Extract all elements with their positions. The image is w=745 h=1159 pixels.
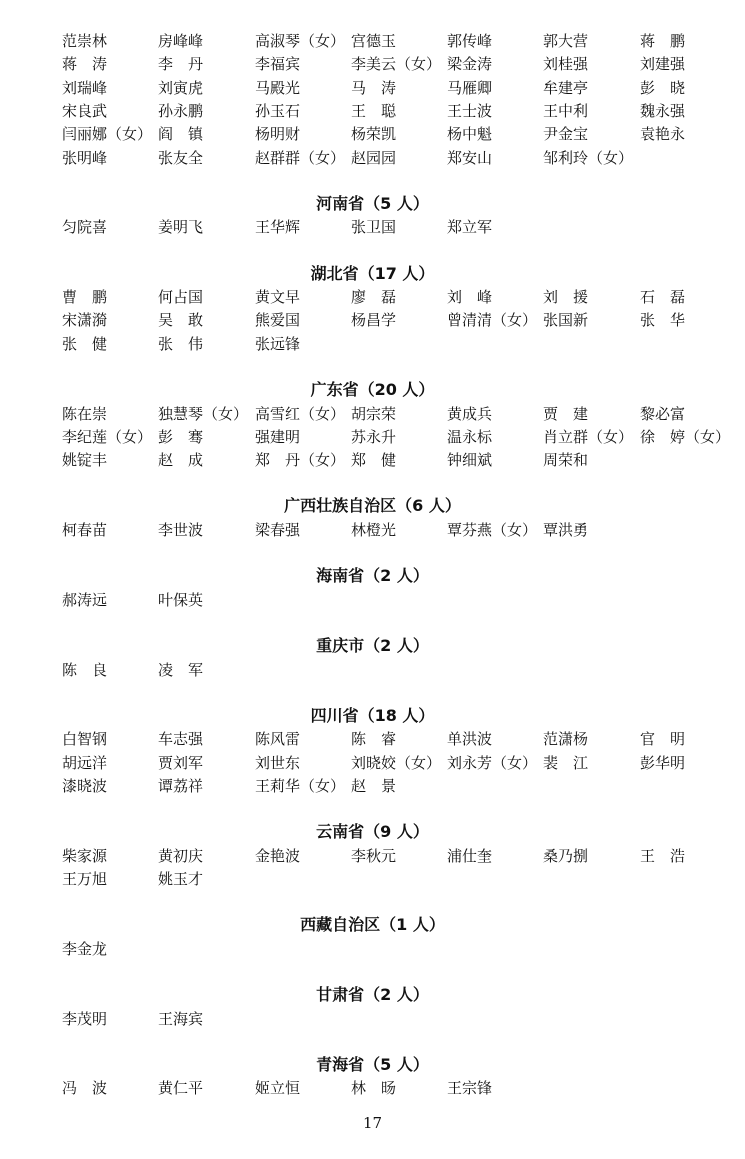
person-name: 王宗锋	[447, 1079, 493, 1098]
person-name: 袁艳永	[640, 125, 686, 144]
person-name: 刘建强	[640, 55, 686, 74]
person-name: 黄文早	[255, 288, 301, 307]
person-name: 彭 晓	[640, 78, 686, 97]
person-name: 张明峰	[62, 148, 108, 167]
page-number: 17	[362, 1114, 383, 1132]
person-name: 张远锋	[255, 334, 301, 353]
person-name: 刘寅虎	[158, 78, 204, 97]
person-name: 李秋元	[351, 846, 397, 865]
person-name: 梁金涛	[447, 55, 493, 74]
person-name: 牟建亭	[543, 78, 589, 97]
section-heading: 广西壮族自治区（6 人）	[284, 496, 461, 516]
name-row	[0, 100, 745, 122]
section-heading: 青海省（5 人）	[316, 1054, 429, 1074]
person-name: 周荣和	[543, 451, 589, 470]
person-name: 高淑琴（女）	[255, 32, 346, 50]
name-row	[0, 30, 745, 52]
person-name: 独慧琴（女）	[158, 404, 249, 423]
person-name: 赵 成	[158, 451, 204, 470]
person-name: 蒋 鹏	[640, 32, 686, 50]
section-heading: 甘肃省（2 人）	[316, 985, 429, 1005]
person-name: 郑 丹（女）	[255, 451, 346, 470]
person-name: 匀院喜	[62, 218, 108, 237]
person-name: 裴 江	[543, 753, 589, 772]
person-name: 李纪莲（女）	[62, 427, 153, 446]
person-name: 马 涛	[351, 78, 397, 97]
name-row	[0, 449, 745, 471]
person-name: 贾刘军	[158, 753, 204, 772]
person-name: 范崇林	[62, 32, 108, 50]
name-row	[0, 333, 745, 355]
person-name: 王 聪	[351, 101, 397, 120]
person-name: 郭大营	[543, 32, 589, 50]
person-name: 郑立军	[447, 218, 493, 237]
person-name: 钟细斌	[447, 451, 493, 470]
person-name: 刘桂强	[543, 55, 589, 74]
person-name: 黄初庆	[158, 846, 204, 865]
person-name: 蒋 涛	[62, 55, 108, 74]
person-name: 王海宾	[158, 1009, 204, 1028]
person-name: 桑乃捌	[543, 846, 589, 865]
person-name: 张 健	[62, 334, 108, 353]
person-name: 宫德玉	[351, 32, 397, 50]
person-name: 郑 健	[351, 451, 397, 470]
name-row	[0, 1008, 745, 1030]
person-name: 刘永芳（女）	[447, 753, 538, 772]
person-name: 刘瑞峰	[62, 78, 108, 97]
name-row	[0, 216, 745, 238]
name-row	[0, 403, 745, 425]
person-name: 刘 峰	[447, 288, 493, 307]
person-name: 李美云（女）	[351, 55, 442, 74]
section-heading: 四川省（18 人）	[310, 705, 435, 725]
person-name: 杨中魁	[447, 125, 493, 144]
person-name: 姚玉才	[158, 870, 204, 888]
person-name: 马殿光	[255, 78, 301, 97]
section-heading: 西藏自治区（1 人）	[300, 915, 445, 935]
person-name: 陈在崇	[62, 404, 108, 423]
person-name: 王士波	[447, 101, 493, 120]
section-heading: 云南省（9 人）	[316, 822, 429, 842]
person-name: 赵群群（女）	[255, 148, 346, 167]
person-name: 刘世东	[255, 753, 301, 772]
person-name: 高雪红（女）	[255, 404, 346, 423]
name-row	[0, 938, 745, 960]
person-name: 陈 睿	[351, 730, 397, 749]
person-name: 孙永鹏	[158, 101, 204, 120]
person-name: 王万旭	[62, 870, 108, 888]
person-name: 杨荣凯	[351, 125, 397, 144]
person-name: 郭传峰	[447, 32, 493, 50]
section-heading: 河南省（5 人）	[316, 193, 429, 213]
person-name: 陈 良	[62, 660, 108, 679]
person-name: 白智钢	[62, 730, 108, 749]
person-name: 杨明财	[255, 125, 301, 144]
person-name: 王中利	[543, 101, 589, 120]
person-name: 单洪波	[447, 730, 493, 749]
person-name: 阎 镇	[158, 125, 204, 144]
person-name: 范潇杨	[543, 730, 589, 749]
person-name: 王华辉	[255, 218, 301, 237]
person-name: 贾 建	[543, 404, 589, 423]
person-name: 谭荔祥	[158, 776, 204, 795]
person-name: 叶保英	[158, 590, 204, 609]
person-name: 肖立群（女）	[543, 427, 634, 446]
name-row	[0, 426, 745, 448]
person-name: 林 旸	[351, 1079, 397, 1098]
person-name: 李 丹	[158, 55, 204, 74]
name-row	[0, 868, 745, 890]
person-name: 徐 婷（女）	[640, 427, 731, 446]
person-name: 李金龙	[62, 939, 108, 958]
name-row	[0, 775, 745, 797]
name-row	[0, 286, 745, 308]
person-name: 熊爱国	[255, 311, 301, 330]
person-name: 柴家源	[62, 846, 108, 865]
name-row	[0, 147, 745, 169]
person-name: 彭 骞	[158, 427, 204, 446]
person-name: 张友全	[158, 148, 204, 167]
person-name: 宋良武	[62, 101, 108, 120]
person-name: 冯 波	[62, 1079, 108, 1098]
person-name: 张 伟	[158, 334, 204, 353]
person-name: 孙玉石	[255, 101, 301, 120]
person-name: 张 华	[640, 311, 686, 330]
name-row	[0, 845, 745, 867]
person-name: 郑安山	[447, 148, 493, 167]
name-row	[0, 309, 745, 331]
person-name: 金艳波	[255, 846, 301, 865]
person-name: 杨昌学	[351, 311, 397, 330]
person-name: 李世波	[158, 520, 204, 539]
person-name: 刘 援	[543, 288, 589, 307]
person-name: 曾清清（女）	[447, 311, 538, 330]
name-row	[0, 752, 745, 774]
name-row	[0, 659, 745, 681]
person-name: 闫丽娜（女）	[62, 125, 153, 144]
person-name: 李福宾	[255, 55, 301, 74]
name-row	[0, 53, 745, 75]
person-name: 温永标	[447, 427, 493, 446]
person-name: 姬立恒	[255, 1079, 301, 1098]
person-name: 王莉华（女）	[255, 776, 346, 795]
person-name: 黄仁平	[158, 1079, 204, 1098]
section-heading: 重庆市（2 人）	[316, 636, 429, 655]
name-row	[0, 77, 745, 99]
person-name: 车志强	[158, 730, 204, 749]
person-name: 张国新	[543, 311, 589, 330]
person-name: 彭华明	[640, 753, 686, 772]
person-name: 马雁卿	[447, 78, 493, 97]
name-row	[0, 123, 745, 145]
person-name: 赵园园	[351, 148, 397, 167]
person-name: 强建明	[255, 427, 301, 446]
person-name: 廖 磊	[351, 288, 397, 307]
person-name: 张卫国	[351, 218, 397, 237]
person-name: 王 浩	[640, 846, 686, 865]
person-name: 梁春强	[255, 520, 301, 539]
person-name: 林橙光	[351, 520, 397, 539]
person-name: 覃洪勇	[543, 520, 589, 539]
person-name: 刘晓姣（女）	[351, 753, 442, 772]
person-name: 姚锭丰	[62, 451, 108, 470]
person-name: 郝涛远	[62, 590, 108, 609]
person-name: 黄成兵	[447, 404, 493, 423]
person-name: 覃芬燕（女）	[447, 520, 538, 539]
person-name: 李茂明	[62, 1009, 108, 1028]
person-name: 曹 鹏	[62, 288, 108, 307]
person-name: 凌 军	[158, 660, 204, 679]
person-name: 宋潇漪	[62, 311, 108, 330]
person-name: 吴 敢	[158, 311, 204, 330]
person-name: 官 明	[640, 730, 686, 749]
person-name: 邹利玲（女）	[543, 148, 634, 167]
person-name: 赵 景	[351, 776, 397, 795]
person-name: 石 磊	[640, 288, 686, 307]
person-name: 胡宗荣	[351, 404, 397, 423]
person-name: 浦仕奎	[447, 846, 493, 865]
name-row	[0, 1077, 745, 1099]
person-name: 陈风雷	[255, 730, 301, 749]
section-heading: 海南省（2 人）	[316, 566, 429, 586]
section-heading: 湖北省（17 人）	[310, 263, 435, 283]
person-name: 苏永升	[351, 427, 397, 446]
person-name: 姜明飞	[158, 218, 204, 237]
name-row	[0, 519, 745, 541]
name-row	[0, 728, 745, 750]
person-name: 魏永强	[640, 101, 686, 120]
name-row	[0, 589, 745, 611]
person-name: 黎必富	[640, 404, 686, 423]
person-name: 漆晓波	[62, 776, 108, 795]
person-name: 胡远洋	[62, 753, 108, 772]
person-name: 何占国	[158, 288, 204, 307]
person-name: 尹金宝	[543, 125, 589, 144]
person-name: 房峰峰	[158, 32, 204, 50]
person-name: 柯春苗	[62, 520, 108, 539]
section-heading: 广东省（20 人）	[310, 380, 435, 399]
